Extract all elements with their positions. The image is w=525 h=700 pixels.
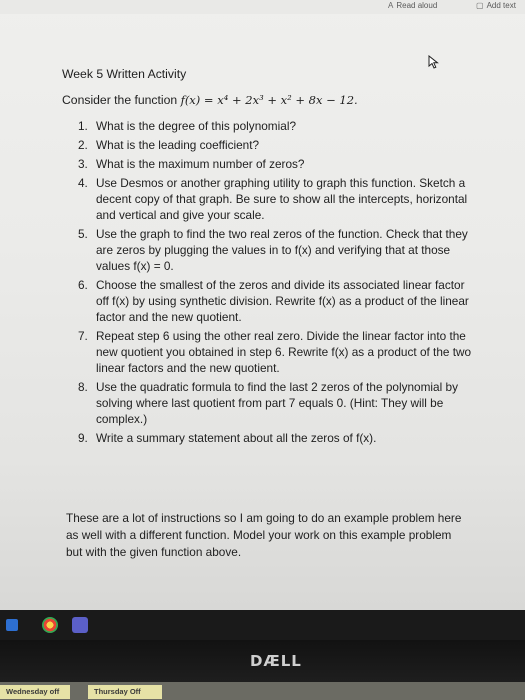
monitor-bezel — [0, 640, 525, 682]
desk-area — [0, 682, 525, 700]
step-text: What is the leading coefficient? — [96, 138, 260, 152]
list-item — [78, 156, 478, 172]
list-item — [78, 118, 478, 134]
add-text-button[interactable] — [476, 1, 516, 10]
intro-prefix: Consider the function — [62, 93, 181, 107]
windows-start-icon[interactable] — [6, 619, 18, 631]
list-item — [78, 430, 478, 446]
sticky-note-left: Wednesday off — [0, 685, 70, 699]
list-item — [78, 226, 478, 274]
viewer-toolbar — [0, 0, 525, 14]
brand-logo: DÆLL — [250, 652, 302, 670]
step-number: 7. — [78, 329, 88, 343]
read-aloud-button[interactable] — [388, 1, 437, 10]
step-text: Repeat step 6 using the other real zero. Divide the linear factor into the new quotient you obtained in step 6. Rewrite f(x) as a product of the two linear factors and the new quotient. — [96, 329, 472, 375]
list-item — [78, 328, 478, 376]
chrome-icon[interactable] — [42, 617, 58, 633]
page-title: Week 5 Written Activity — [62, 67, 187, 81]
sticky-note-right: Thursday Off — [88, 685, 162, 699]
step-number: 5. — [78, 227, 88, 241]
teams-icon[interactable] — [72, 617, 88, 633]
step-text: Choose the smallest of the zeros and divide its associated linear factor off f(x) by using synthetic division. Rewrite f(x) as a product of the linear factor and the new quotient. — [96, 278, 469, 324]
taskbar — [0, 610, 525, 640]
add-text-icon: ▢ — [476, 1, 484, 10]
list-item — [78, 379, 478, 427]
step-text: Write a summary statement about all the zeros of f(x). — [96, 431, 377, 445]
step-number: 9. — [78, 431, 88, 445]
list-item — [78, 137, 478, 153]
step-text: What is the maximum number of zeros? — [96, 157, 305, 171]
step-number: 1. — [78, 119, 88, 133]
step-text: Use Desmos or another graphing utility to graph this function. Sketch a decent copy of that graph. Be sure to show all the intercepts, horizontal and vertical and give your scale. — [96, 176, 468, 222]
mouse-cursor-icon — [428, 55, 440, 69]
add-text-label: Add text — [486, 1, 516, 10]
step-text: Use the quadratic formula to find the last 2 zeros of the polynomial by solving where last quotient from part 7 equals 0. (Hint: They will be complex.) — [96, 380, 458, 426]
step-number: 8. — [78, 380, 88, 394]
intro-line — [62, 92, 358, 108]
intro-function: f(x) = x⁴ + 2x³ + x² + 8x − 12. — [180, 93, 358, 107]
list-item — [78, 175, 478, 223]
read-aloud-label: Read aloud — [396, 1, 438, 10]
step-number: 3. — [78, 157, 88, 171]
closing-paragraph: These are a lot of instructions so I am going to do an example problem here as well with a different function. Model your work on this example problem but with the given function above. — [66, 511, 462, 559]
step-text: What is the degree of this polynomial? — [96, 119, 296, 133]
step-text: Use the graph to find the two real zeros of the function. Check that they are zeros by plugging the values in to f(x) and verifying that at those values f(x) = 0. — [96, 227, 468, 273]
list-item — [78, 277, 478, 325]
step-number: 2. — [78, 138, 88, 152]
read-aloud-icon: A — [388, 1, 394, 10]
step-number: 4. — [78, 176, 88, 190]
step-number: 6. — [78, 278, 88, 292]
instruction-list — [78, 118, 478, 449]
